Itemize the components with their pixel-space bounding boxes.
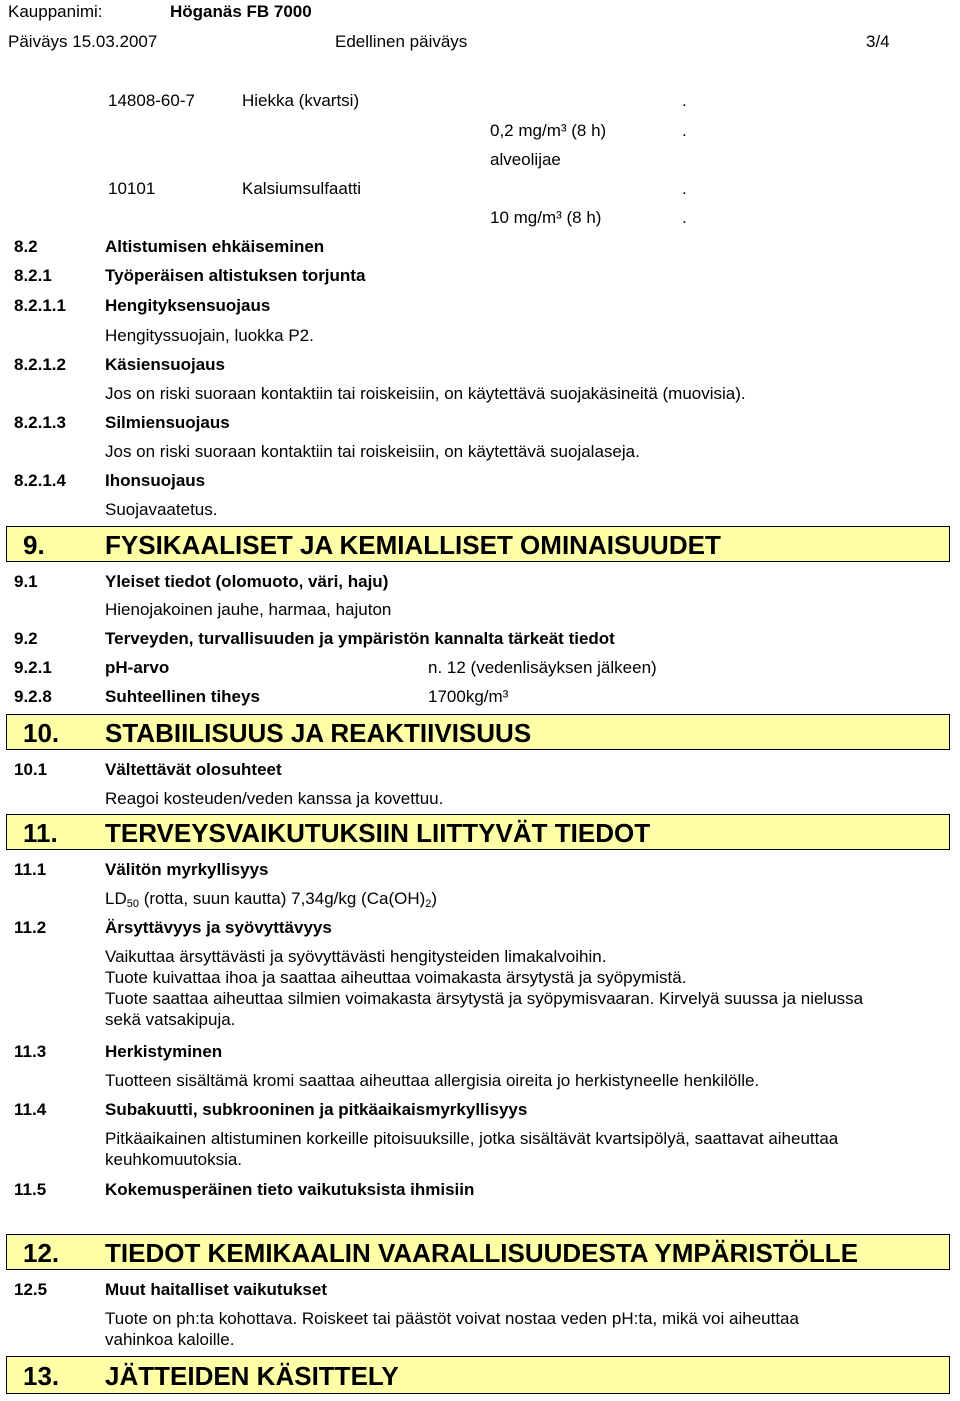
subsection-number: 12.5 (14, 1280, 48, 1299)
subsection-title: Terveyden, turvallisuuden ja ympäristön kannalta tärkeät tiedot (105, 629, 615, 648)
property-value: 1700kg/m³ (428, 687, 509, 706)
subsection-number: 9.2.8 (14, 687, 52, 706)
section-title: JÄTTEIDEN KÄSITTELY (105, 1361, 399, 1391)
section-title: TERVEYSVAIKUTUKSIIN LIITTYVÄT TIEDOT (105, 818, 651, 848)
cas-number: 14808-60-7 (108, 91, 195, 110)
subsection-number: 10.1 (14, 760, 48, 779)
subsection-title: Yleiset tiedot (olomuoto, väri, haju) (105, 572, 389, 591)
subsection-title: Hengityksensuojaus (105, 296, 271, 315)
paragraph-line: Tuote on ph:ta kohottava. Roiskeet tai päästöt voivat nostaa veden pH:ta, mikä voi aiheuttaa (105, 1309, 799, 1328)
subsection-title: Silmiensuojaus (105, 413, 230, 432)
trade-name-label: Kauppanimi: (8, 2, 103, 21)
paragraph-line: Tuote saattaa aiheuttaa silmien voimakasta ärsytystä ja syöpymisvaaran. Kirvelyä suussa ja nielussa (105, 989, 864, 1008)
subsection-title: Muut haitalliset vaikutukset (105, 1280, 327, 1299)
paragraph-line: Pitkäaikainen altistuminen korkeille pitoisuuksille, jotka sisältävät kvartsipölyä, saattavat aiheuttaa (105, 1129, 839, 1148)
section-heading-13 (6, 1356, 950, 1394)
section-number: 10. (23, 718, 60, 748)
paragraph-line: keuhkomuutoksia. (105, 1150, 243, 1169)
page-number: 3/4 (866, 32, 890, 51)
subsection-number: 11.4 (14, 1100, 47, 1119)
subsection-paragraph (105, 946, 945, 1030)
subsection-number: 11.1 (14, 860, 47, 879)
subsection-title: Käsiensuojaus (105, 355, 225, 374)
property-value: n. 12 (vedenlisäyksen jälkeen) (428, 658, 657, 677)
section-title: STABIILISUUS JA REAKTIIVISUUS (105, 718, 532, 748)
issue-date: Päiväys 15.03.2007 (8, 32, 158, 51)
subsection-title: Kokemusperäinen tieto vaikutuksista ihmisiin (105, 1180, 475, 1199)
substance-name: Kalsiumsulfaatti (242, 179, 362, 198)
subsection-text: Jos on riski suoraan kontaktiin tai roiskeisiin, on käytettävä suojalaseja. (105, 442, 640, 461)
section-number: 12. (23, 1238, 60, 1268)
limit-value: 10 mg/m³ (8 h) (490, 208, 602, 227)
paragraph-line: sekä vatsakipuja. (105, 1010, 236, 1029)
subsection-title: Altistumisen ehkäiseminen (105, 237, 325, 256)
subsection-title: Herkistyminen (105, 1042, 223, 1061)
trade-name: Höganäs FB 7000 (170, 2, 312, 21)
subsection-title: Työperäisen altistuksen torjunta (105, 266, 366, 285)
subsection-title: Välitön myrkyllisyys (105, 860, 269, 879)
subsection-title: Ärsyttävyys ja syövyttävyys (105, 918, 332, 937)
cas-number: 10101 (108, 179, 156, 198)
section-number: 11. (23, 818, 58, 848)
subsection-number: 8.2.1 (14, 266, 52, 285)
subsection-number: 8.2.1.1 (14, 296, 66, 315)
subsection-number: 11.5 (14, 1180, 47, 1199)
subsection-text: Suojavaatetus. (105, 500, 218, 519)
limit-value: 0,2 mg/m³ (8 h) (490, 121, 607, 140)
subsection-number: 8.2.1.4 (14, 471, 66, 490)
limit-marker: . (682, 91, 687, 110)
subsection-title: Subakuutti, subkrooninen ja pitkäaikaismyrkyllisyys (105, 1100, 528, 1119)
limit-marker: . (682, 208, 687, 227)
subsection-number: 9.2 (14, 629, 38, 648)
section-number: 13. (23, 1361, 60, 1391)
section-title: FYSIKAALISET JA KEMIALLISET OMINAISUUDET (105, 530, 721, 560)
section-heading-10 (6, 714, 950, 750)
subsection-text: Tuotteen sisältämä kromi saattaa aiheuttaa allergisia oireita jo herkistyneelle henkilölle. (105, 1071, 760, 1090)
limit-marker: . (682, 179, 687, 198)
subsection-text: Hienojakoinen jauhe, harmaa, hajuton (105, 600, 392, 619)
substance-name: Hiekka (kvartsi) (242, 91, 360, 110)
paragraph-line: Vaikuttaa ärsyttävästi ja syövyttävästi hengitysteiden limakalvoihin. (105, 947, 607, 966)
subsection-number: 9.2.1 (14, 658, 52, 677)
subsection-number: 8.2.1.3 (14, 413, 66, 432)
subsection-number: 8.2 (14, 237, 38, 256)
subsection-title: Vältettävät olosuhteet (105, 760, 282, 779)
section-title: TIEDOT KEMIKAALIN VAARALLISUUDESTA YMPÄRISTÖLLE (105, 1238, 859, 1268)
subsection-paragraph (105, 1128, 945, 1170)
ld50-value: $LD_{50}$ (rotta, suun kautta) 7,34g/kg $(Ca(OH)_2)$ (105, 889, 438, 910)
subsection-paragraph (105, 1308, 945, 1350)
subsection-number: 9.1 (14, 572, 38, 591)
subsection-number: 11.3 (14, 1042, 47, 1061)
subsection-text: Jos on riski suoraan kontaktiin tai roiskeisiin, on käytettävä suojakäsineitä (muovisia). (105, 384, 746, 403)
property-name: Suhteellinen tiheys (105, 687, 260, 706)
subsection-text: Hengityssuojain, luokka P2. (105, 326, 314, 345)
section-heading-12 (6, 1234, 950, 1270)
subsection-text: Reagoi kosteuden/veden kanssa ja kovettuu. (105, 789, 444, 808)
limit-marker: . (682, 121, 687, 140)
limit-note: alveolijae (490, 150, 561, 169)
section-heading-9 (6, 526, 950, 562)
paragraph-line: vahinkoa kaloille. (105, 1330, 235, 1349)
paragraph-line: Tuote kuivattaa ihoa ja saattaa aiheuttaa voimakasta ärsytystä ja syöpymistä. (105, 968, 687, 987)
subsection-title: Ihonsuojaus (105, 471, 206, 490)
previous-date-label: Edellinen päiväys (335, 32, 468, 51)
property-name: pH-arvo (105, 658, 170, 677)
subsection-number: 8.2.1.2 (14, 355, 66, 374)
subsection-number: 11.2 (14, 918, 47, 937)
section-number: 9. (23, 530, 45, 560)
section-heading-11 (6, 814, 950, 850)
